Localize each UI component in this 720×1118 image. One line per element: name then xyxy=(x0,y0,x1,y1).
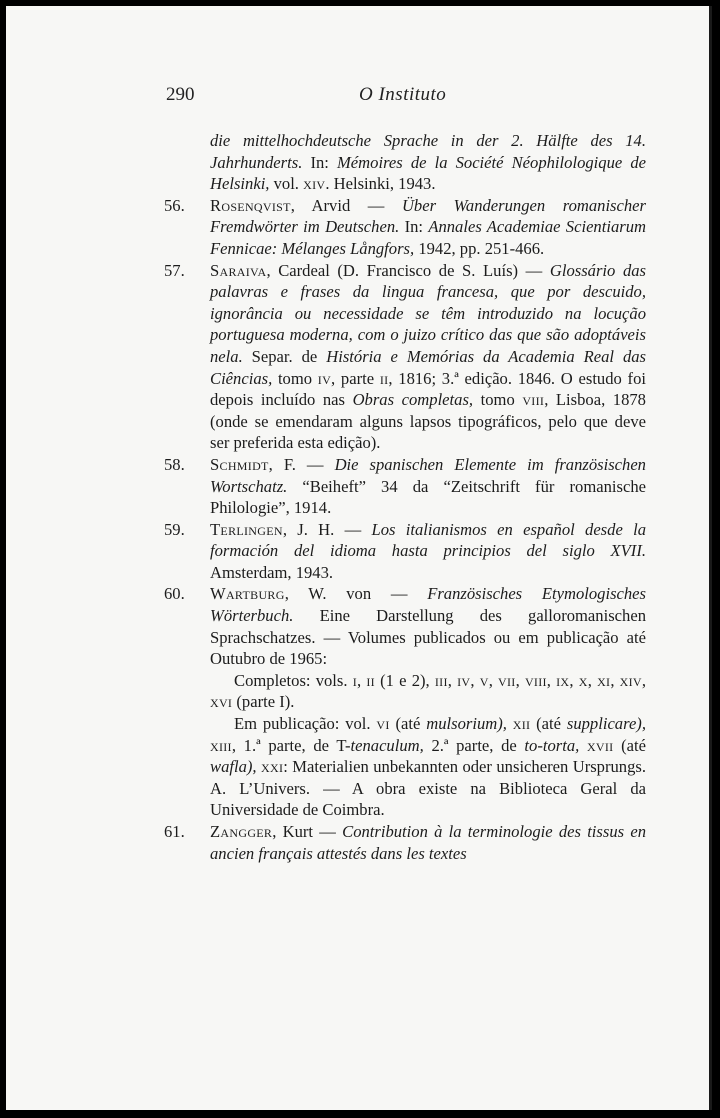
small-caps-run: ix xyxy=(556,670,570,690)
small-caps-run: iv xyxy=(457,670,471,690)
bibliography-entry xyxy=(164,583,647,821)
text-run: , xyxy=(447,670,458,690)
entry-number: 56. xyxy=(164,195,185,215)
text-run: , J. H. — xyxy=(282,519,372,539)
bibliography-entry xyxy=(164,195,646,260)
italic-title-run: Contribution à la terminologie des tissus en ancien français attestés dans les textes xyxy=(210,822,646,863)
text-run: , 1.ª parte, de T- xyxy=(231,735,351,755)
text-run: , xyxy=(357,670,367,690)
entry-paragraph xyxy=(210,583,646,669)
running-head: O Instituto xyxy=(359,84,447,105)
italic-title-run: História e Memórias da Academia Real das Ciências, xyxy=(210,346,646,388)
continuation-paragraph xyxy=(210,130,646,195)
text-run: 2.ª parte, de xyxy=(423,735,525,755)
text-run: (parte I). xyxy=(232,692,295,712)
small-caps-run: viii xyxy=(524,670,547,690)
small-caps-run: xii xyxy=(512,714,531,734)
text-run: Completos: vols. xyxy=(234,670,353,690)
text-run: , xyxy=(488,670,499,690)
small-caps-run: xvii xyxy=(586,735,614,755)
text-run: (até xyxy=(389,714,427,734)
entry-paragraph xyxy=(210,454,646,519)
text-run: , Cardeal (D. Francisco de S. Luís) — xyxy=(266,260,550,280)
bibliography-entry xyxy=(164,454,646,519)
small-caps-run: Schmidt xyxy=(210,454,269,474)
entry-paragraph xyxy=(210,195,646,260)
text-run: Amsterdam, 1943. xyxy=(210,562,334,582)
small-caps-run: vii xyxy=(498,670,516,690)
text-run: In: xyxy=(302,152,337,172)
small-caps-run: viii xyxy=(522,390,545,410)
text-run: Eine Darstellung des galloromanischen Sprachschatzes. — Volumes publicados ou em publicação até Outubro de 1965: xyxy=(210,606,646,669)
small-caps-run: xxi xyxy=(261,757,284,777)
bibliography-entry xyxy=(164,821,646,864)
text-run: , xyxy=(569,670,579,690)
text-run: : Materialien unbekannten oder unsicheren Ursprungs. A. L’Univers. — A obra existe na Biblioteca Geral da Universidade de Coimbra. xyxy=(210,757,646,820)
bibliography-body xyxy=(164,130,647,864)
small-caps-run: Saraiva xyxy=(210,260,267,280)
small-caps-run: iii xyxy=(434,670,448,690)
small-caps-run: x xyxy=(578,670,588,690)
text-run: , Lisboa, 1878 (onde se emendaram alguns lapsos tipográficos, pelo que deve ser preferida esta edição). xyxy=(210,390,646,453)
text-run: , W. von — xyxy=(284,584,428,604)
small-caps-run: xi xyxy=(597,670,611,690)
text-run: “Beiheft” 34 da “Zeitschrift für romanische Philologie”, 1914. xyxy=(210,476,646,518)
text-run: , xyxy=(610,670,620,690)
small-caps-run: Terlingen xyxy=(210,519,283,539)
bibliography-entries xyxy=(164,195,647,864)
small-caps-run: xiv xyxy=(619,670,642,690)
small-caps-run: iv xyxy=(317,368,332,388)
bibliography-entry xyxy=(164,519,646,584)
text-run: tomo xyxy=(272,368,318,388)
small-caps-run: vi xyxy=(376,714,390,734)
text-run: , 1816; 3.ª edição. 1846. O estudo foi depois incluído nas xyxy=(210,368,646,410)
text-run: 1942, pp. 251-466. xyxy=(414,238,545,258)
italic-title-run: Glossário das palavras e frases da lingua francesa, que por descuido, ignorância ou necessidade se têm introduzido na locução portuguesa moderna, com o juizo crítico das que são adoptáveis nela. xyxy=(210,260,646,366)
entry-number: 57. xyxy=(164,260,185,280)
text-run: , xyxy=(546,670,557,690)
italic-title-run: Los italianismos en español desde la formación del idioma hasta principios del siglo XVII. xyxy=(210,519,646,561)
text-run: , Kurt — xyxy=(272,822,343,841)
entry-paragraph xyxy=(210,821,646,864)
page-number: 290 xyxy=(166,84,195,105)
entry-paragraph xyxy=(210,260,646,454)
text-run: (até xyxy=(530,714,567,734)
italic-title-run: mulsorium), xyxy=(426,714,507,734)
bibliography-entry xyxy=(164,260,646,454)
text-run: , xyxy=(515,670,525,690)
small-caps-run: Rosenqvist xyxy=(210,195,291,215)
italic-title-run: Die spanischen Elemente im französischen Wortschatz. xyxy=(210,454,646,496)
italic-title-run: to-torta, xyxy=(524,735,580,755)
text-run: , xyxy=(470,670,480,690)
text-run xyxy=(579,736,587,755)
small-caps-run: ii xyxy=(366,670,375,690)
text-run: (1 e 2), xyxy=(374,670,435,690)
text-run: , parte xyxy=(331,368,380,388)
entry-number: 59. xyxy=(164,519,185,539)
text-run: , xyxy=(587,670,598,690)
italic-title-run: tenaculum, xyxy=(350,735,424,755)
text-run: vol. xyxy=(269,174,304,194)
italic-title-run: Mémoires de la Société Néophilologique de Helsinki, xyxy=(210,152,646,194)
text-run: , Arvid — xyxy=(290,195,402,215)
small-caps-run: Wartburg xyxy=(210,584,285,604)
page-header xyxy=(6,84,709,114)
italic-title-run: supplicare), xyxy=(566,714,646,734)
text-run: , xyxy=(641,670,647,690)
entry-paragraph xyxy=(210,670,646,713)
text-run: tomo xyxy=(473,390,523,410)
small-caps-run: ii xyxy=(379,368,389,388)
text-run: Separ. de xyxy=(242,346,327,366)
small-caps-run: v xyxy=(479,670,489,690)
small-caps-run: xvi xyxy=(210,692,233,712)
text-run: In: xyxy=(399,217,429,237)
italic-title-run: die mittelhochdeutsche Sprache in der 2. Hälfte des 14. Jahrhunderts. xyxy=(210,131,646,172)
italic-title-run: Annales Academiae Scientiarum Fennicae: Mélanges Långfors, xyxy=(210,217,646,258)
entry-number: 61. xyxy=(164,822,185,841)
entry-number: 60. xyxy=(164,584,185,604)
small-caps-run: Zangger xyxy=(210,822,273,841)
italic-title-run: Französisches Etymologisches Wörterbuch. xyxy=(210,584,647,626)
italic-title-run: wafla), xyxy=(210,757,257,777)
small-caps-run: xiii xyxy=(210,735,232,755)
small-caps-run: xiv xyxy=(303,174,326,194)
page-sheet xyxy=(6,6,712,1110)
small-caps-run: i xyxy=(352,670,358,690)
entry-paragraph xyxy=(210,713,646,821)
text-run: Em publicação: vol. xyxy=(234,714,377,734)
italic-title-run: Über Wanderungen romanischer Fremdwörter im Deutschen. xyxy=(210,195,646,237)
entry-number: 58. xyxy=(164,454,185,474)
text-run: . Helsinki, 1943. xyxy=(325,174,436,194)
italic-title-run: Obras completas, xyxy=(352,390,474,410)
entry-paragraph xyxy=(210,519,646,584)
text-run: (até xyxy=(613,735,647,755)
text-run: , F. — xyxy=(268,454,335,474)
